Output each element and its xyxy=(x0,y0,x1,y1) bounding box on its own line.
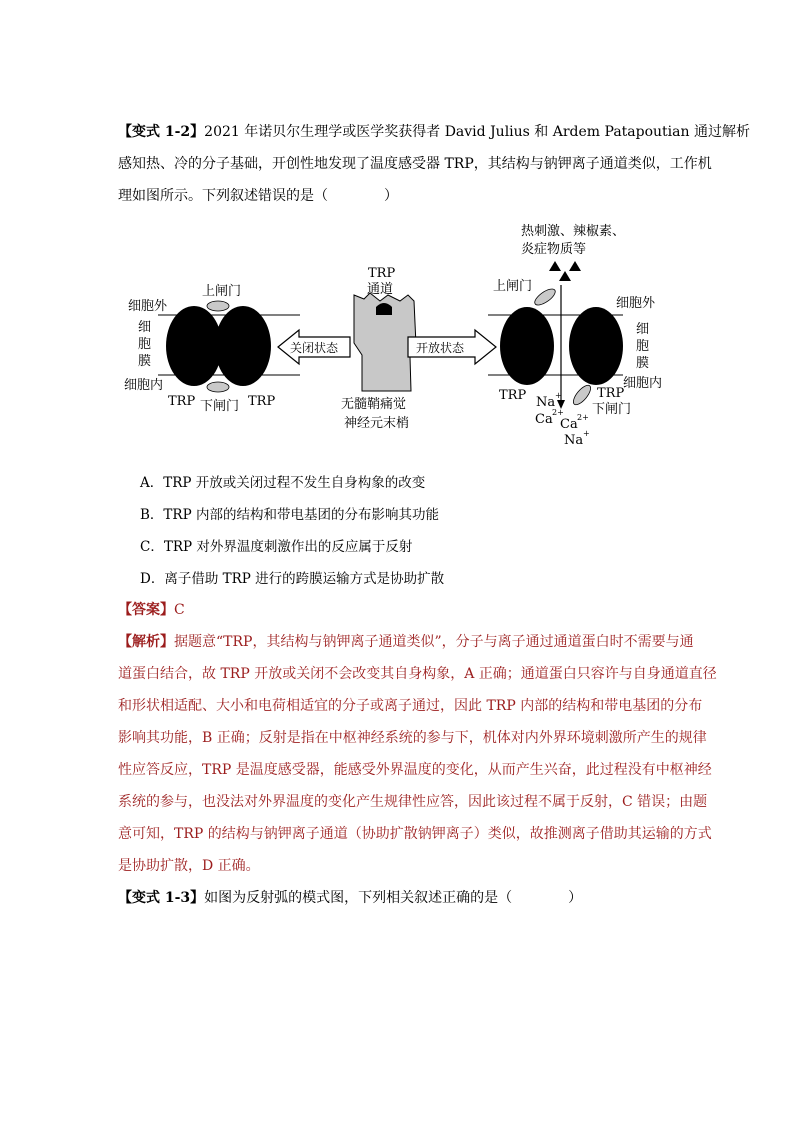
label-trp-center: TRP xyxy=(368,266,396,281)
analysis-tag: 【解析】 xyxy=(118,634,174,650)
analysis-line-2: 道蛋白结合，故 TRP 开放或关闭不会改变其自身构象，A 正确；通道蛋白只容许与自身通道直径 xyxy=(118,666,717,682)
question-1-3-tag: 【变式 1-3】 xyxy=(118,890,205,906)
answer-value: C xyxy=(174,602,185,618)
ion-ca-1-charge: 2+ xyxy=(552,408,564,417)
answer-tag: 【答案】 xyxy=(118,602,174,618)
upper-gate-open xyxy=(532,286,557,308)
question-1-2-line-3: 理如图所示。下列叙述错误的是（ ） xyxy=(118,188,398,204)
label-lower-gate-open: 下闸门 xyxy=(592,402,632,417)
stimulus-triangle-3 xyxy=(569,261,581,271)
label-stimulus-1: 热刺激、辣椒素、 xyxy=(521,224,626,239)
label-open-state: 开放状态 xyxy=(416,341,465,355)
analysis-line-4: 影响其功能，B 正确；反射是指在中枢神经系统的参与下，机体对内外界环境刺激所产生的规律 xyxy=(118,730,707,746)
label-channel: 通道 xyxy=(367,282,394,297)
question-tag: 【变式 1-2】 xyxy=(118,124,205,140)
label-extracellular: 细胞外 xyxy=(128,299,168,314)
question-1-2-line-1 xyxy=(118,121,750,141)
ion-ca-2-charge: 2+ xyxy=(577,413,589,422)
label-intracellular: 细胞内 xyxy=(124,378,164,393)
analysis-line-6: 系统的参与，也没法对外界温度的变化产生规律性应答，因此该过程不属于反射，C 错误；由题 xyxy=(118,794,708,810)
label-membrane-2: 胞 xyxy=(138,337,152,352)
label-trp-left: TRP xyxy=(168,394,196,409)
trp-subunit-left xyxy=(166,306,222,386)
trp-subunit-right xyxy=(215,306,271,386)
trp-subunit-left-open xyxy=(500,307,554,385)
ion-ca-2: Ca xyxy=(560,417,578,432)
open-trp-panel xyxy=(488,223,662,448)
trp-mechanism-figure xyxy=(118,215,678,455)
option-c: C．TRP 对外界温度刺激作出的反应属于反射 xyxy=(140,539,413,555)
label-closed-state: 关闭状态 xyxy=(290,341,339,355)
analysis-line-5: 性应答反应，TRP 是温度感受器，能感受外界温度的变化，从而产生兴奋，此过程没有中枢神经 xyxy=(118,762,712,778)
option-a: A．TRP 开放或关闭过程不发生自身构象的改变 xyxy=(140,475,426,491)
question-text: 2021 年诺贝尔生理学或医学奖获得者 David Julius 和 Ardem Patapoutian 通过解析 xyxy=(204,124,750,140)
ion-na-2: Na xyxy=(564,433,584,448)
ion-na-1: Na xyxy=(536,395,556,410)
ion-na-1-charge: + xyxy=(555,391,562,400)
label-upper-gate: 上闸门 xyxy=(202,284,242,299)
neuron-terminal xyxy=(341,266,416,431)
analysis-line-7: 意可知，TRP 的结构与钠钾离子通道（协助扩散钠钾离子）类似，故推测离子借助其运输的方式 xyxy=(118,826,712,842)
question-1-3-text: 如图为反射弧的模式图，下列相关叙述正确的是（ ） xyxy=(204,890,583,906)
label-lower-gate: 下闸门 xyxy=(200,399,240,414)
lower-gate-closed xyxy=(207,382,229,392)
option-d: D．离子借助 TRP 进行的跨膜运输方式是协助扩散 xyxy=(140,571,445,587)
label-membrane-open-1: 细 xyxy=(636,322,650,337)
option-b: B．TRP 内部的结构和带电基团的分布影响其功能 xyxy=(140,507,439,523)
trp-subunit-right-open xyxy=(569,307,623,385)
analysis-line-1 xyxy=(118,631,694,651)
label-trp-right: TRP xyxy=(248,394,276,409)
label-membrane-open-2: 胞 xyxy=(636,339,650,354)
label-trp-right-open: TRP xyxy=(597,386,625,401)
open-state-arrow xyxy=(408,330,496,364)
ion-ca-1: Ca xyxy=(535,412,553,427)
analysis-line-3: 和形状相适配、大小和电荷相适宜的分子或离子通过，因此 TRP 内部的结构和带电基团的分布 xyxy=(118,698,703,714)
analysis-line-8: 是协助扩散，D 正确。 xyxy=(118,858,260,874)
label-neuron-1: 无髓鞘痛觉 xyxy=(341,397,407,412)
label-upper-gate-open: 上闸门 xyxy=(493,279,533,294)
upper-gate-closed xyxy=(207,301,229,311)
label-trp-left-open: TRP xyxy=(499,388,527,403)
label-intracellular-open: 细胞内 xyxy=(623,376,663,391)
analysis-text-1: 据题意“TRP，其结构与钠钾离子通道类似”，分子与离子通过通道蛋白时不需要与通 xyxy=(174,634,694,650)
label-membrane-open-3: 膜 xyxy=(636,356,650,371)
closed-state-arrow xyxy=(278,330,350,364)
label-extracellular-open: 细胞外 xyxy=(616,296,656,311)
label-neuron-2: 神经元末梢 xyxy=(344,416,410,431)
closed-trp-panel xyxy=(124,283,300,414)
label-membrane-3: 膜 xyxy=(138,354,152,369)
stimulus-triangle-1 xyxy=(549,261,561,271)
label-stimulus-2: 炎症物质等 xyxy=(521,242,587,257)
stimulus-triangle-2 xyxy=(559,271,571,281)
question-1-2-line-2: 感知热、冷的分子基础，开创性地发现了温度感受器 TRP，其结构与钠钾离子通道类似，工作机 xyxy=(118,156,712,172)
question-1-3-line xyxy=(118,887,582,907)
ion-na-2-charge: + xyxy=(583,429,590,438)
lower-gate-open xyxy=(570,383,593,408)
answer-line xyxy=(118,599,185,619)
label-membrane-1: 细 xyxy=(138,320,152,335)
